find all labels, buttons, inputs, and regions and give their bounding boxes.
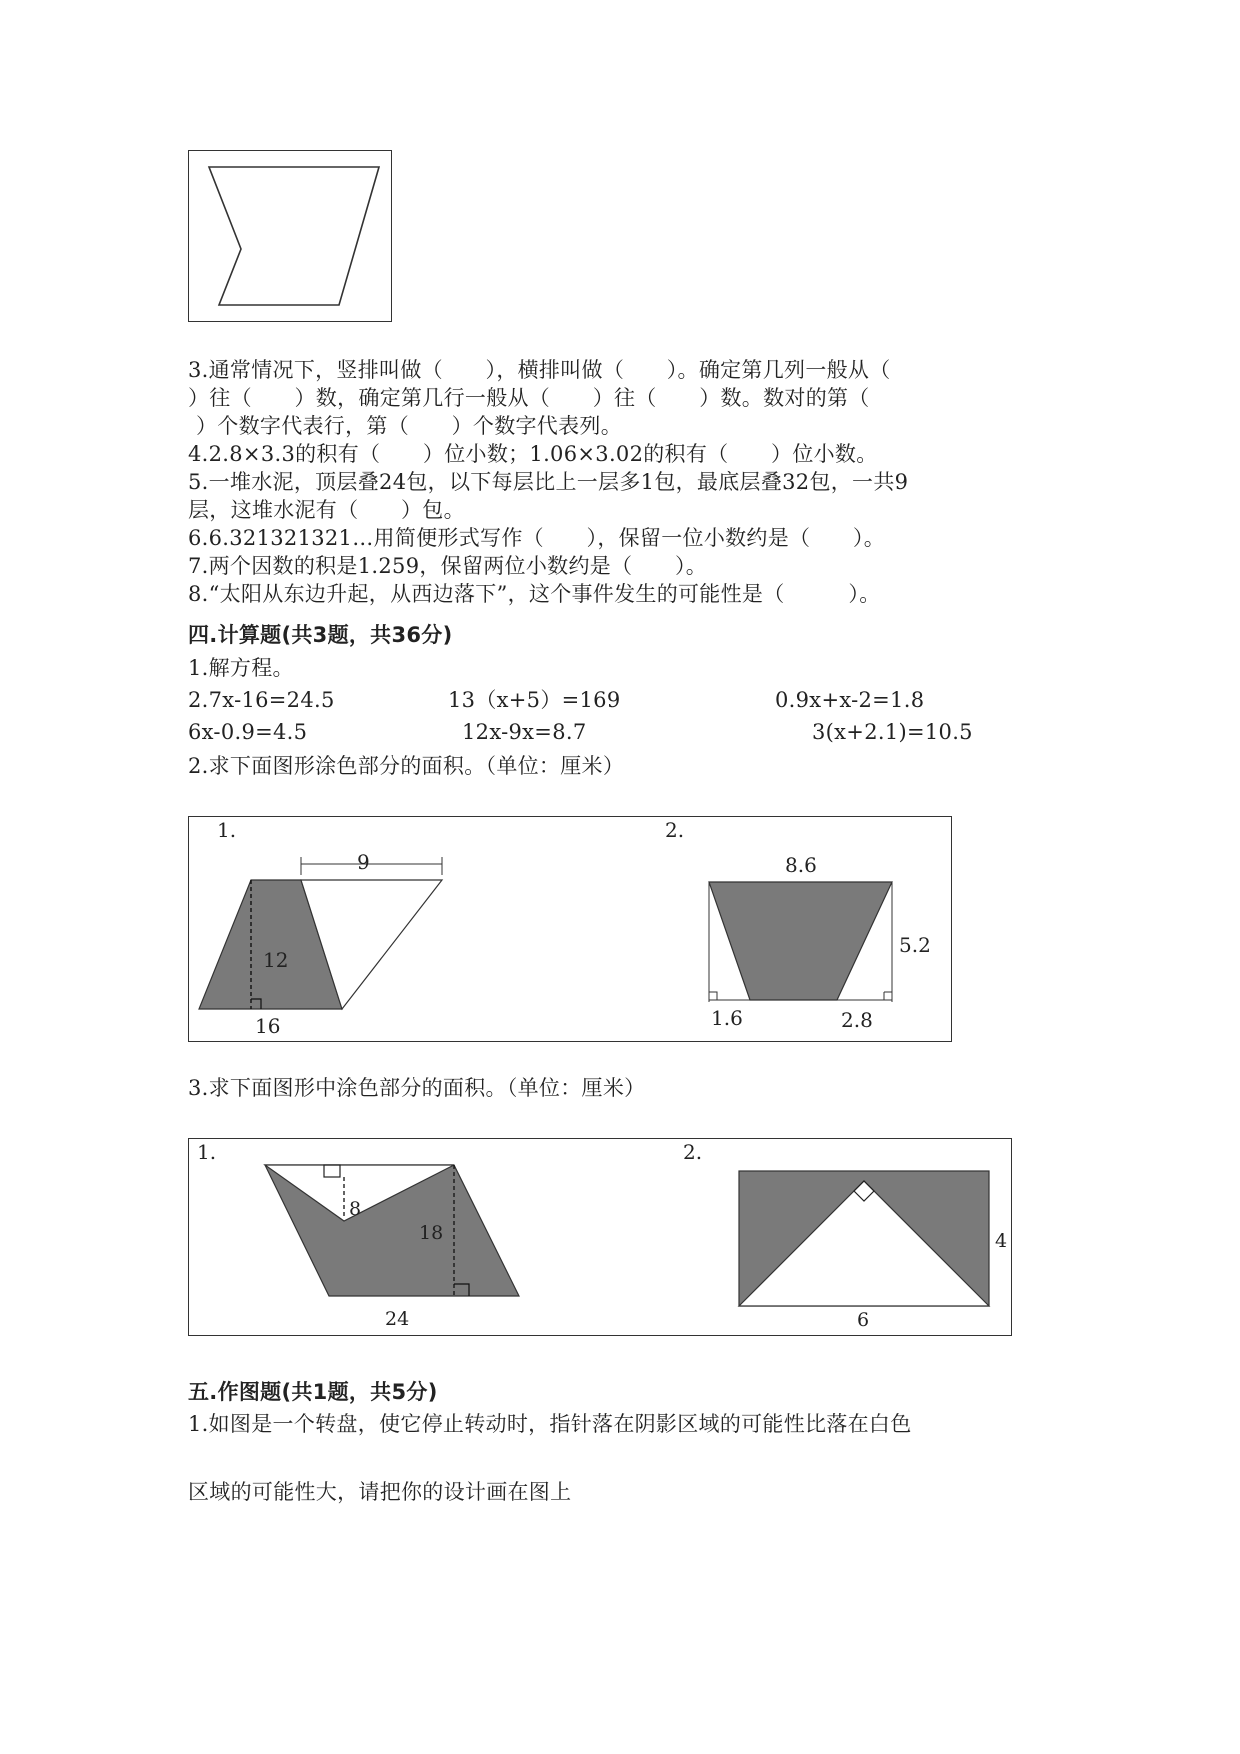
fig-d-height-label: 4 [995,1230,1008,1252]
equation-5: 12x-9x=8.7 [462,720,587,744]
fig-b-shaded-trapezoid [709,882,892,1000]
fig-a-top-label: 9 [357,850,370,874]
fig-b-number: 2. [665,818,685,842]
arrow-shape-figure [189,151,391,321]
fig-a-height-label: 12 [263,948,289,972]
q6-line: 6.6.321321321…用简便形式写作（ ），保留一位小数约是（ ）。 [188,526,886,550]
q5-line-2: 层，这堆水泥有（ ）包。 [188,498,465,522]
fig-d-base-label: 6 [857,1309,870,1331]
q3-line-2: ）往（ ）数，确定第几行一般从（ ）往（ ）数。数对的第（ [188,386,870,410]
fig-a-base-label: 16 [255,1014,281,1038]
q8-line: 8.“太阳从东边升起，从西边落下”，这个事件发生的可能性是（ ）。 [188,582,881,606]
q4-line: 4.2.8×3.3的积有（ ）位小数；1.06×3.02的积有（ ）位小数。 [188,442,878,466]
equation-6: 3(x+2.1)=10.5 [812,720,973,744]
fig-c-base-label: 24 [385,1308,410,1330]
q7-line: 7.两个因数的积是1.259，保留两位小数约是（ ）。 [188,554,708,578]
problem-2-figure-box [188,816,952,1042]
arrow-figure-box [188,150,392,322]
fig-c-number: 1. [197,1140,217,1164]
equation-4: 6x-0.9=4.5 [188,720,308,744]
fig-c-small-label: 8 [349,1198,362,1220]
equation-1: 2.7x-16=24.5 [188,688,335,712]
q5-line-1: 5.一堆水泥，顶层叠24包，以下每层比上一层多1包，最底层叠32包，一共9 [188,470,909,494]
s5-p1-line-1: 1.如图是一个转盘，使它停止转动时，指针落在阴影区域的可能性比落在白色 [188,1412,912,1436]
equation-2: 13（x+5）=169 [448,688,621,712]
s4-p3-title: 3.求下面图形中涂色部分的面积。（单位：厘米） [188,1076,646,1100]
section-4-heading: 四.计算题(共3题，共36分) [188,623,453,647]
s4-p2-title: 2.求下面图形涂色部分的面积。（单位：厘米） [188,754,625,778]
fig-c-height-label: 18 [419,1222,444,1244]
equation-3: 0.9x+x-2=1.8 [775,688,925,712]
q3-line-1: 3.通常情况下，竖排叫做（ ），横排叫做（ ）。确定第几列一般从（ [188,358,891,382]
fig-b-left-label: 1.6 [711,1006,743,1030]
s4-p1-title: 1.解方程。 [188,656,294,680]
fig-b-right-label: 2.8 [841,1008,873,1032]
s5-p1-line-2: 区域的可能性大，请把你的设计画在图上 [188,1480,572,1504]
problem-3-figures [189,1139,1011,1335]
section-5-heading: 五.作图题(共1题，共5分) [188,1380,438,1404]
fig-d-number: 2. [683,1140,703,1164]
fig-a-number: 1. [217,818,237,842]
problem-3-figure-box [188,1138,1012,1336]
problem-2-figures [189,817,951,1041]
q3-line-3: ）个数字代表行，第（ ）个数字代表列。 [196,414,622,438]
fig-b-height-label: 5.2 [899,933,931,957]
fig-b-top-label: 8.6 [785,853,817,877]
